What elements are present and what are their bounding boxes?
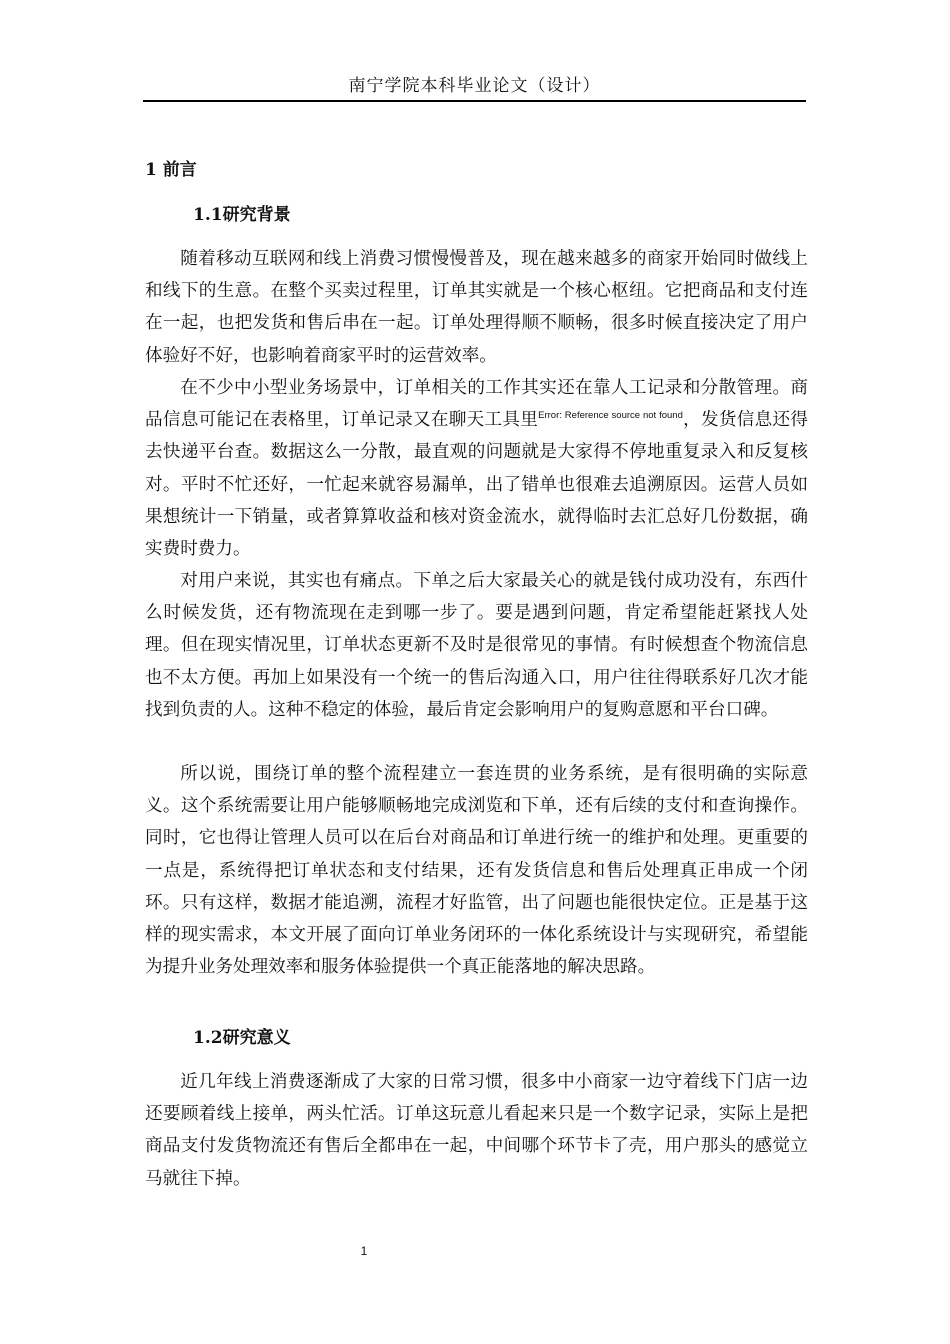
paragraph-background-1: 随着移动互联网和线上消费习惯慢慢普及，现在越来越多的商家开始同时做线上和线下的生意。在整个买卖过程里，订单其实就是一个核心枢纽。它把商品和支付连在一起，也把发货和售后串在一起。订单处理得顺不顺畅，很多时候直接决定了用户体验好不好，也影响着商家平时的运营效率。 xyxy=(145,249,808,366)
paragraph-text-before-ref: 在不少中小型业务场景中，订单相关的工作其实还在靠人工记录和分散管理。商品信息可能记在表格里，订单记录又在聊天工具里 xyxy=(145,378,808,431)
page-header xyxy=(143,72,806,102)
paragraph-significance-1: 近几年线上消费逐渐成了大家的日常习惯，很多中小商家一边守着线下门店一边还要顾着线上接单，两头忙活。订单这玩意儿看起来只是一个数字记录，实际上是把商品支付发货物流还有售后全都串在一起，中间哪个环节卡了壳，用户那头的感觉立马就往下掉。 xyxy=(145,1072,808,1189)
reference-error-note: Error: Reference source not found xyxy=(538,410,683,422)
paragraph-text-after-ref: ，发货信息还得去快递平台查。数据这么一分散，最直观的问题就是大家得不停地重复录入和反复核对。平时不忙还好，一忙起来就容易漏单，出了错单也很难去追溯原因。运营人员如果想统计一下销量，或者算算收益和核对资金流水，就得临时去汇总好几份数据，确实费时费力。 xyxy=(145,410,808,560)
paragraph-background-2 xyxy=(145,372,808,565)
paragraph-background-3: 对用户来说，其实也有痛点。下单之后大家最关心的就是钱付成功没有，东西什么时候发货，还有物流现在走到哪一步了。要是遇到问题，肯定希望能赶紧找人处理。但在现实情况里，订单状态更新不及时是很常见的事情。有时候想查个物流信息也不太方便。再加上如果没有一个统一的售后沟通入口，用户往往得联系好几次才能找到负责的人。这种不稳定的体验，最后肯定会影响用户的复购意愿和平台口碑。 xyxy=(145,571,808,720)
thesis-header-title: 南宁学院本科毕业论文（设计） xyxy=(348,76,601,96)
paragraph-background-4: 所以说，围绕订单的整个流程建立一套连贯的业务系统，是有很明确的实际意义。这个系统需要让用户能够顺畅地完成浏览和下单，还有后续的支付和查询操作。同时，它也得让管理人员可以在后台对商品和订单进行统一的维护和处理。更重要的一点是，系统得把订单状态和支付结果，还有发货信息和售后处理真正串成一个闭环。只有这样，数据才能追溯，流程才好监管，出了问题也能很快定位。正是基于这样的现实需求，本文开展了面向订单业务闭环的一体化系统设计与实现研究，希望能为提升业务处理效率和服务体验提供一个真正能落地的解决思路。 xyxy=(145,764,808,978)
page-number: 1 xyxy=(360,1244,368,1258)
subsection-heading-background: 1.1研究背景 xyxy=(193,205,291,225)
section-heading: 1 前言 xyxy=(145,160,197,180)
subsection-heading-significance: 1.2研究意义 xyxy=(193,1028,291,1048)
